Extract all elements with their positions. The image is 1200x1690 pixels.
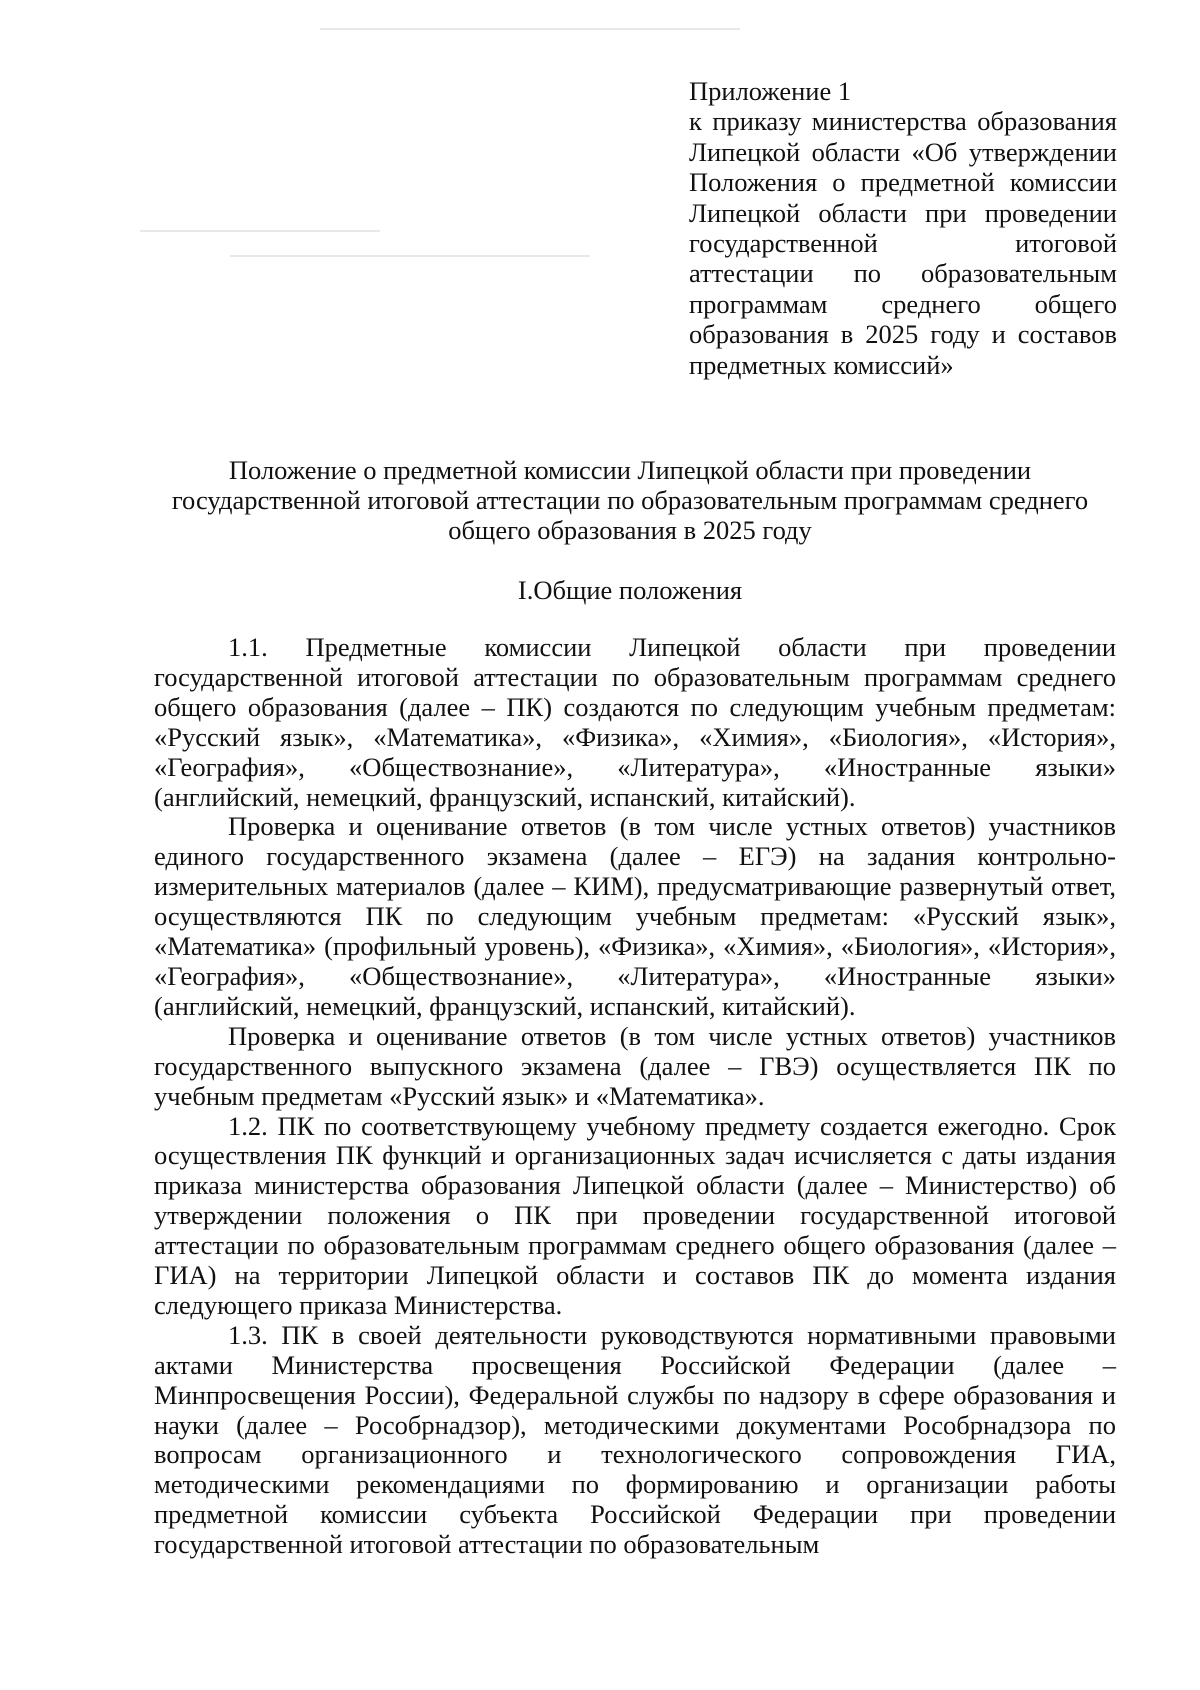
document-body <box>154 633 1116 1560</box>
paragraph-ege-check: Проверка и оценивание ответов (в том числе устных ответов) участников единого государственного экзамена (далее – ЕГЭ) на задания контрольно-измерительных материалов (далее – КИМ), предусматривающие развернутый ответ, осуществляются ПК по следующим учебным предметам: «Русский язык», «Математика» (профильный уровень), «Физика», «Химия», «Биология», «История», «География», «Обществознание», «Литература», «Иностранные языки» (английский, немецкий, французский, испанский, китайский). <box>154 811 1116 1021</box>
section-heading: I.Общие положения <box>517 575 743 605</box>
paragraph-1-3: 1.3. ПК в своей деятельности руководствуются нормативными правовыми актами Министерства просвещения Российской Федерации (далее – Минпросвещения России), Федеральной службы по надзору в сфере образования и науки (далее – Рособрнадзор), методическими документами Рособрнадзора по вопросам организационного и технологического сопровождения ГИА, методическими рекомендациями по формированию и организации работы предметной комиссии субъекта Российской Федерации при проведении государственной итоговой аттестации по образовательным <box>154 1319 1116 1560</box>
paragraph-1-2: 1.2. ПК по соответствующему учебному предмету создается ежегодно. Срок осуществления ПК функций и организационных задач исчисляется с даты издания приказа министерства образования Липецкой области (далее – Министерство) об утверждении положения о ПК при проведении государственной итоговой аттестации по образовательным программам среднего общего образования (далее – ГИА) на территории Липецкой области и составов ПК до момента издания следующего приказа Министерства. <box>154 1110 1116 1320</box>
appendix-order-reference: к приказу министерства образования Липецкой области «Об утверждении Положения о предметной комиссии Липецкой области при проведении государственной итоговой аттестации по образовательным программам среднего общего образования в 2025 году и составов предметных комиссий» <box>689 106 1117 380</box>
appendix-number: Приложение 1 <box>689 76 852 106</box>
scan-artifact <box>320 28 740 30</box>
scan-artifact <box>140 230 380 232</box>
document-title: Положение о предметной комиссии Липецкой области при проведении государственной итоговой аттестации по образовательным программам среднего общего образования в 2025 году <box>171 455 1089 545</box>
paragraph-gve-check: Проверка и оценивание ответов (в том числе устных ответов) участников государственного выпускного экзамена (далее – ГВЭ) осуществляется ПК по учебным предметам «Русский язык» и «Математика». <box>154 1020 1116 1111</box>
appendix-header <box>689 76 1117 380</box>
scan-artifact <box>230 255 590 257</box>
paragraph-1-1: 1.1. Предметные комиссии Липецкой области при проведении государственной итоговой аттестации по образовательным программам среднего общего образования (далее – ПК) создаются по следующим учебным предметам: «Русский язык», «Математика», «Физика», «Химия», «Биология», «История», «География», «Обществознание», «Литература», «Иностранные языки» (английский, немецкий, французский, испанский, китайский). <box>154 632 1116 812</box>
